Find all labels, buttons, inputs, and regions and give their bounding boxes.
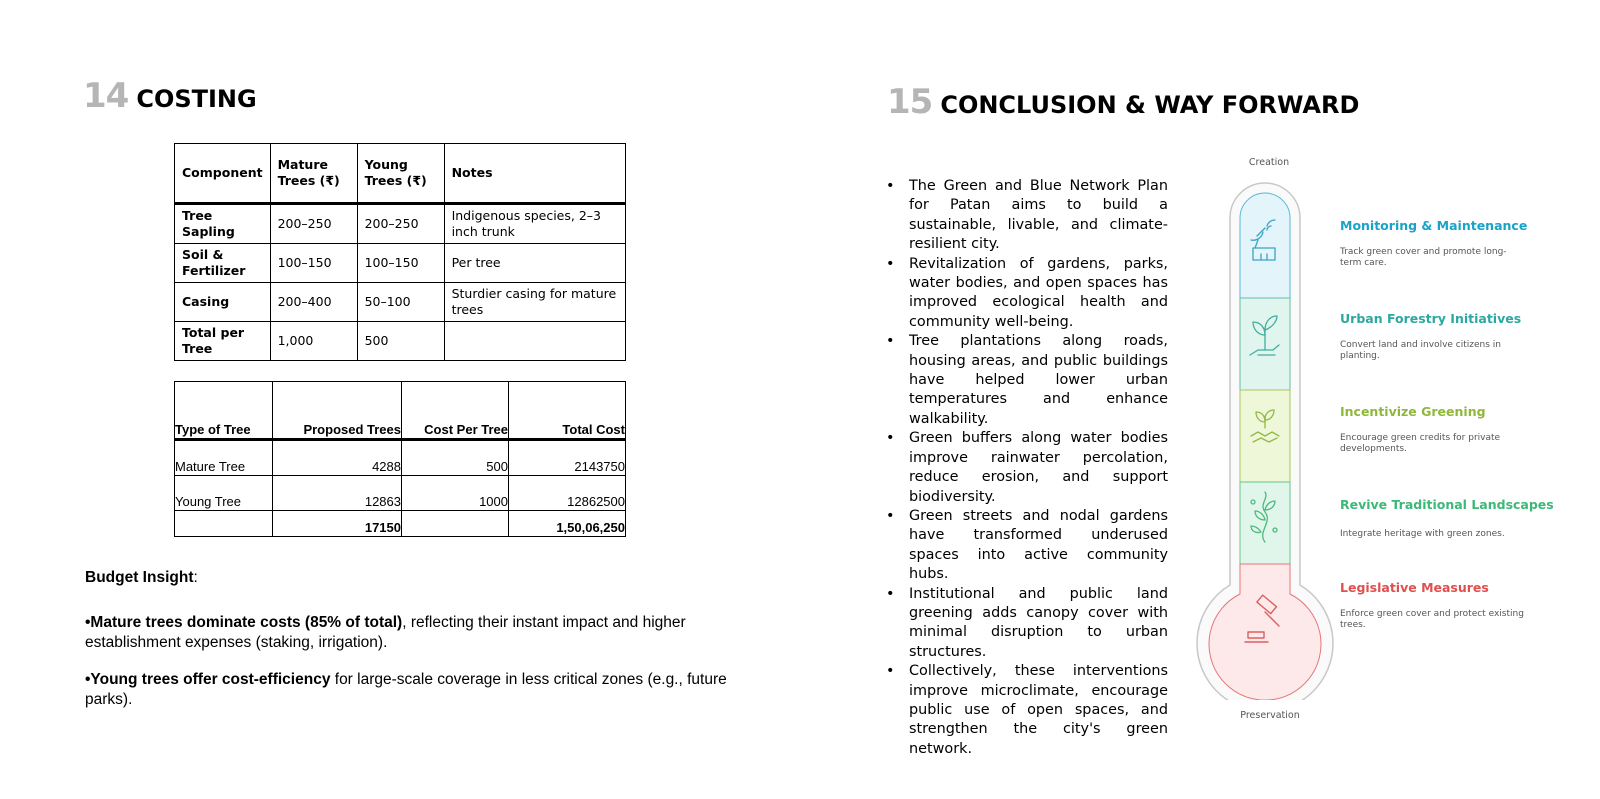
table-cell: 12863 — [273, 476, 402, 511]
table-cell: 200–400 — [270, 283, 357, 322]
table-cell: 500 — [357, 322, 444, 361]
table-cell: 100–150 — [357, 244, 444, 283]
table-cell: Tree Sapling — [175, 204, 271, 244]
section-number: 14 — [83, 76, 129, 116]
table-cell: 200–250 — [357, 204, 444, 244]
list-item: • Collectively, these interventions improve microclimate, encourage public use of open spaces, and strengthen the city's green network. — [886, 662, 1168, 759]
thermometer-top-caption: Creation — [1248, 157, 1290, 168]
list-item: • The Green and Blue Network Plan for Patan aims to build a sustainable, livable, and climate-resilient city. — [886, 177, 1168, 255]
list-item: • Green buffers along water bodies improve rainwater percolation, reduce erosion, and support biodiversity. — [886, 429, 1168, 507]
stage-desc-incentivize: Encourage green credits for private developments. — [1340, 433, 1501, 454]
table-cell: Per tree — [444, 244, 625, 283]
list-item: • Institutional and public land greening adds canopy cover with minimal disruption to urban structures. — [886, 585, 1168, 663]
table-cell: Mature Tree — [175, 440, 273, 476]
stage-desc-traditional: Integrate heritage with green zones. — [1340, 529, 1505, 539]
table-cell: 1000 — [402, 476, 509, 511]
table-header: Young Trees (₹) — [357, 144, 444, 204]
stage-title-forestry: Urban Forestry Initiatives — [1340, 311, 1522, 326]
stage-title-legislative: Legislative Measures — [1340, 580, 1489, 595]
table-cell: Sturdier casing for mature trees — [444, 283, 625, 322]
section-title: CONCLUSION & WAY FORWARD — [940, 91, 1360, 119]
table-cell — [444, 322, 625, 361]
table-cell: 200–250 — [270, 204, 357, 244]
table-header: Total Cost — [509, 382, 626, 440]
table-cell — [175, 511, 273, 537]
table-cell — [402, 511, 509, 537]
stage-segment-monitoring — [1240, 193, 1290, 298]
table-cell: 17150 — [273, 511, 402, 537]
stage-title-monitoring: Monitoring & Maintenance — [1340, 218, 1528, 233]
budget-point-text: , reflecting their instant impact and higher establishment expenses (staking, irrigation). — [85, 614, 686, 651]
table-cell: 1,50,06,250 — [509, 511, 626, 537]
table-cell: Indigenous species, 2–3 inch trunk — [444, 204, 625, 244]
table-header-row — [175, 144, 626, 204]
table-cell: Total per Tree — [175, 322, 271, 361]
budget-point-bold: •Young trees offer cost-efficiency — [85, 671, 331, 688]
budget-insight-heading — [85, 568, 735, 588]
stage-title-traditional: Revive Traditional Landscapes — [1340, 497, 1554, 512]
table-total-row — [175, 511, 626, 537]
table-row — [175, 322, 626, 361]
budget-point-bold: •Mature trees dominate costs (85% of total) — [85, 614, 403, 631]
table-cell: Casing — [175, 283, 271, 322]
table-header: Mature Trees (₹) — [270, 144, 357, 204]
table-row — [175, 204, 626, 244]
table-row — [175, 440, 626, 476]
list-item: • Green streets and nodal gardens have transformed underused spaces into active community hubs. — [886, 507, 1168, 585]
stage-segment-traditional — [1240, 482, 1290, 564]
table-header-row — [175, 382, 626, 440]
stage-segment-legislative — [1209, 564, 1321, 700]
list-item: • Tree plantations along roads, housing areas, and public buildings have helped lower urban temperatures and enhance walkability. — [886, 332, 1168, 429]
table-row — [175, 476, 626, 511]
thermometer-diagram — [1195, 180, 1335, 700]
table-cell: 4288 — [273, 440, 402, 476]
table-cell: 2143750 — [509, 440, 626, 476]
table-header: Notes — [444, 144, 625, 204]
stage-title-incentivize: Incentivize Greening — [1340, 404, 1486, 419]
budget-point-young — [85, 670, 735, 710]
table-row — [175, 283, 626, 322]
table-header: Cost Per Tree — [402, 382, 509, 440]
table-cell: 50–100 — [357, 283, 444, 322]
table-header: Proposed Trees — [273, 382, 402, 440]
budget-point-text: for large-scale coverage in less critical zones (e.g., future parks). — [85, 671, 727, 708]
table-cell: Soil & Fertilizer — [175, 244, 271, 283]
conclusion-heading — [887, 82, 1359, 122]
thermometer-bottom-caption: Preservation — [1240, 710, 1300, 721]
table-cell: 1,000 — [270, 322, 357, 361]
stage-desc-forestry: Convert land and involve citizens in planting. — [1340, 340, 1501, 361]
table-cell: 500 — [402, 440, 509, 476]
table-cell: Young Tree — [175, 476, 273, 511]
section-number: 15 — [887, 82, 933, 122]
budget-heading-colon: : — [193, 569, 198, 586]
table-cell: 100–150 — [270, 244, 357, 283]
budget-point-mature — [85, 613, 735, 653]
budget-heading-text: Budget Insight — [85, 569, 194, 586]
conclusion-bullet-list — [886, 177, 1168, 759]
table-cell: 12862500 — [509, 476, 626, 511]
section-title: COSTING — [136, 85, 257, 113]
component-cost-table — [174, 143, 626, 361]
tree-cost-summary-table — [174, 381, 626, 537]
stage-desc-monitoring: Track green cover and promote long-term care. — [1340, 247, 1507, 268]
table-row — [175, 244, 626, 283]
stage-desc-legislative: Enforce green cover and protect existing trees. — [1340, 609, 1524, 630]
costing-heading — [83, 76, 257, 116]
table-header: Component — [175, 144, 271, 204]
table-header: Type of Tree — [175, 382, 273, 440]
list-item: • Revitalization of gardens, parks, water bodies, and open spaces has improved ecological health and community well-being. — [886, 255, 1168, 333]
